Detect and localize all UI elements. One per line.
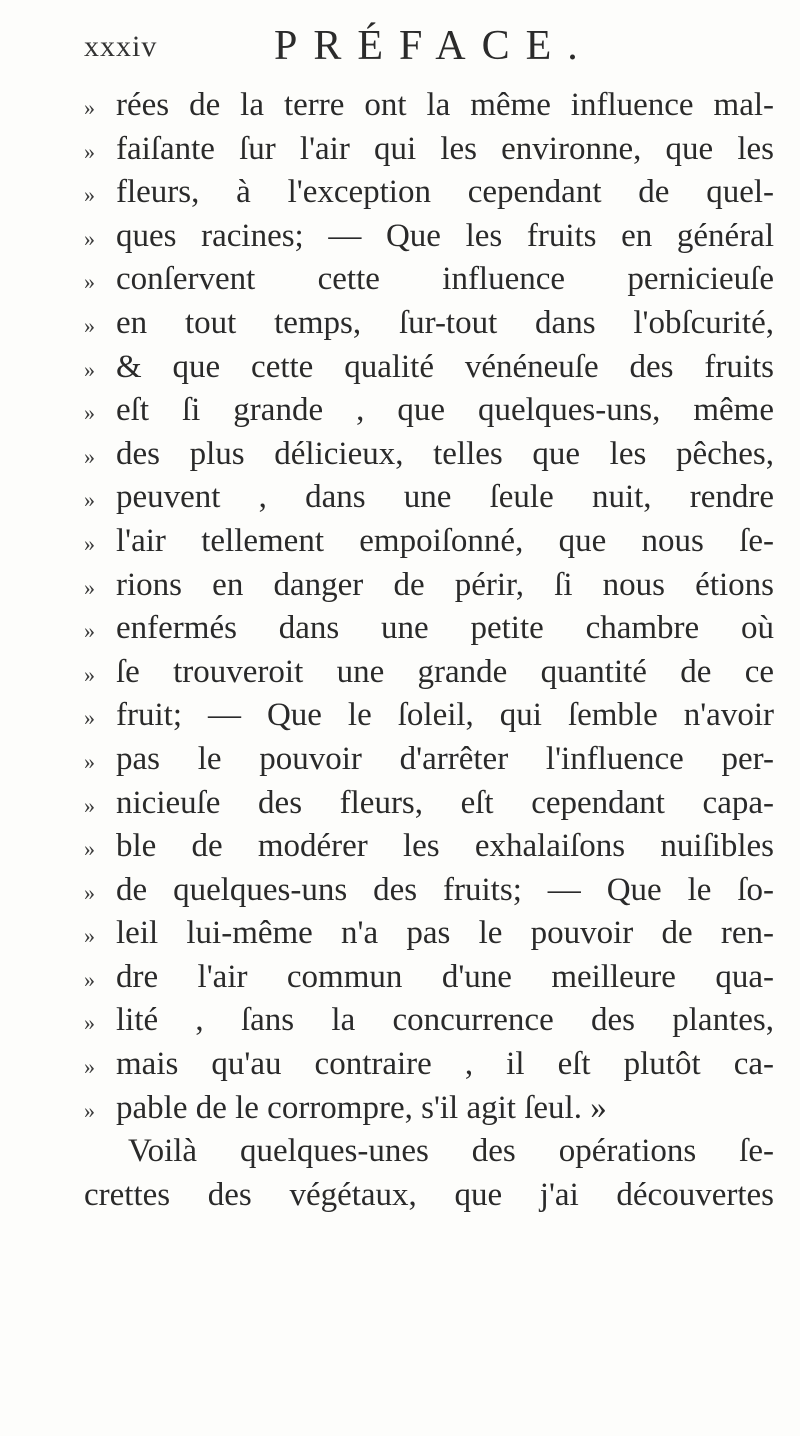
- quote-mark: »: [84, 618, 95, 644]
- line-text: nicieuſe des fleurs, eſt cependant capa-: [116, 784, 774, 821]
- text-line: [84, 258, 774, 302]
- text-line: [84, 694, 774, 738]
- paragraph-line: [84, 1174, 774, 1218]
- line-text: pas le pouvoir d'arrêter l'influence per-: [116, 740, 774, 777]
- line-text: mais qu'au contraire , il eſt plutôt ca-: [116, 1046, 774, 1083]
- line-text: dre l'air commun d'une meilleure qua-: [116, 958, 774, 995]
- quote-mark: »: [84, 95, 95, 120]
- text-line: [84, 999, 774, 1043]
- paragraph-line: [84, 1130, 774, 1174]
- line-text: faiſante ſur l'air qui les environne, que les: [116, 130, 774, 167]
- line-text: fruit; — Que le ſoleil, qui ſemble n'avoir: [116, 697, 774, 734]
- text-line: [84, 171, 774, 215]
- line-text: eſt ſi grande , que quelques-uns, même: [116, 392, 774, 429]
- quote-mark: »: [84, 138, 95, 164]
- quote-mark: »: [84, 923, 95, 949]
- line-text: ble de modérer les exhalaiſons nuiſibles: [116, 828, 774, 865]
- quote-mark: »: [84, 225, 95, 251]
- quote-mark: »: [84, 966, 95, 992]
- text-line: [84, 1043, 774, 1087]
- quote-mark: »: [84, 400, 95, 426]
- line-text: fleurs, à l'exception cependant de quel-: [116, 174, 774, 211]
- line-text: peuvent , dans une ſeule nuit, rendre: [116, 479, 774, 516]
- quote-mark: »: [84, 661, 95, 687]
- line-text: des plus délicieux, telles que les pêches,: [116, 435, 774, 472]
- quote-mark: »: [84, 356, 95, 382]
- text-line: [84, 869, 774, 913]
- text-line: [84, 912, 774, 956]
- text-line: [84, 651, 774, 695]
- text-line: [84, 84, 774, 128]
- text-line: [84, 346, 774, 390]
- page-header: [84, 22, 760, 72]
- quote-mark: »: [84, 1010, 95, 1036]
- quote-mark: »: [84, 443, 95, 469]
- line-text: ques racines; — Que les fruits en général: [116, 217, 774, 254]
- text-line: [84, 825, 774, 869]
- line-text: rées de la terre ont la même influence mal-: [116, 87, 774, 123]
- line-text: l'air tellement empoiſonné, que nous ſe-: [116, 522, 774, 559]
- text-line: [84, 128, 774, 172]
- text-line: [84, 389, 774, 433]
- text-line: [84, 433, 774, 477]
- line-text: rions en danger de périr, ſi nous étions: [116, 566, 774, 603]
- quote-mark: »: [84, 574, 95, 600]
- text-body: [84, 84, 774, 1217]
- running-title: PRÉFACE.: [274, 23, 594, 69]
- quote-mark: »: [84, 487, 95, 513]
- quote-mark: »: [84, 530, 95, 556]
- text-line: [84, 956, 774, 1000]
- text-line: [84, 215, 774, 259]
- page-number: xxxiv: [84, 30, 158, 63]
- quote-mark: »: [84, 748, 95, 774]
- quote-mark: »: [84, 312, 95, 338]
- text-line: [84, 782, 774, 826]
- text-line: [84, 564, 774, 608]
- line-text: lité , ſans la concurrence des plantes,: [116, 1002, 774, 1039]
- line-text: conſervent cette influence pernicieuſe: [116, 261, 774, 298]
- quote-mark: »: [84, 705, 95, 731]
- line-text: en tout temps, ſur-tout dans l'obſcurité,: [116, 304, 774, 341]
- line-text: Voilà quelques-unes des opérations ſe-: [128, 1133, 774, 1170]
- quote-mark: »: [84, 1054, 95, 1080]
- text-line: [84, 607, 774, 651]
- line-text: crettes des végétaux, que j'ai découvertes: [84, 1176, 774, 1213]
- quote-mark: »: [84, 182, 95, 208]
- line-text: pable de le corrompre, s'il agit ſeul. »: [116, 1089, 607, 1126]
- text-line: [84, 302, 774, 346]
- quote-mark: »: [84, 1097, 95, 1123]
- line-text: enfermés dans une petite chambre où: [116, 610, 774, 647]
- line-text: & que cette qualité vénéneuſe des fruits: [116, 348, 774, 385]
- quote-mark: »: [84, 836, 95, 862]
- line-text: leil lui-même n'a pas le pouvoir de ren-: [116, 915, 774, 952]
- text-line: [84, 738, 774, 782]
- line-text: ſe trouveroit une grande quantité de ce: [116, 653, 774, 690]
- text-line: [84, 1087, 774, 1131]
- quote-mark: »: [84, 269, 95, 295]
- text-line: [84, 520, 774, 564]
- text-line: [84, 476, 774, 520]
- quote-mark: »: [84, 879, 95, 905]
- line-text: de quelques-uns des fruits; — Que le ſo-: [116, 871, 774, 908]
- quote-mark: »: [84, 792, 95, 818]
